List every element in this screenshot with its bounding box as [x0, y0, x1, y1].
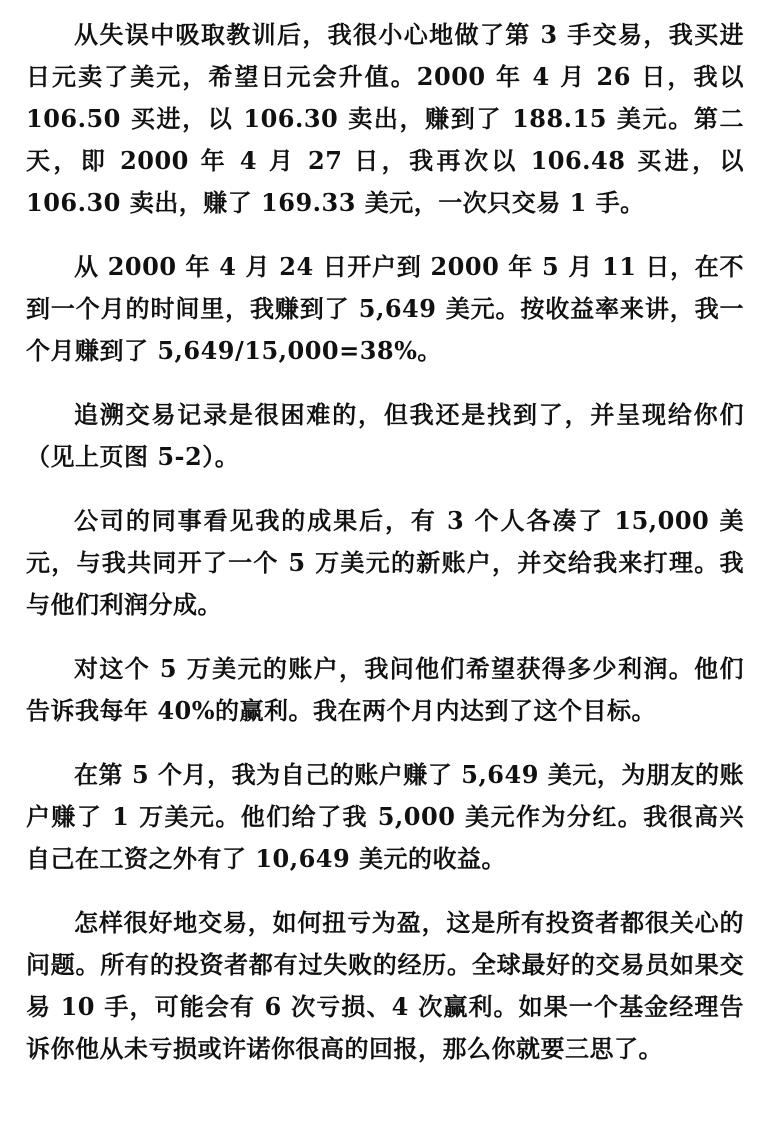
- paragraph-third-trade: 从失误中吸取教训后，我很小心地做了第 3 手交易，我买进日元卖了美元，希望日元会升值。2000 年 4 月 26 日，我以 106.50 买进，以 106.30 卖出，赚到了 188.15 美元。第二天，即 2000 年 4 月 27 日，我再次以 106.48 买进，以 106.30 卖出，赚了 169.33 美元，一次只交易 1 手。: [26, 20, 744, 217]
- paragraph-profit-target: 对这个 5 万美元的账户，我问他们希望获得多少利润。他们告诉我每年 40%的赢利。我在两个月内达到了这个目标。: [26, 654, 744, 725]
- paragraph-shared-account: 公司的同事看见我的成果后，有 3 个人各凑了 15,000 美元，与我共同开了一个 5 万美元的新账户，并交给我来打理。我与他们利润分成。: [26, 506, 744, 619]
- paragraph-trading-advice: 怎样很好地交易，如何扭亏为盈，这是所有投资者都很关心的问题。所有的投资者都有过失败的经历。全球最好的交易员如果交易 10 手，可能会有 6 次亏损、4 次赢利。如果一个基金经理告诉你他从未亏损或许诺你很高的回报，那么你就要三思了。: [26, 908, 744, 1063]
- paragraph-fifth-month: 在第 5 个月，我为自己的账户赚了 5,649 美元，为朋友的账户赚了 1 万美元。他们给了我 5,000 美元作为分红。我很高兴自己在工资之外有了 10,649 美元的收益。: [26, 760, 744, 873]
- paragraph-monthly-earnings: 从 2000 年 4 月 24 日开户到 2000 年 5 月 11 日，在不到一个月的时间里，我赚到了 5,649 美元。按收益率来讲，我一个月赚到了 5,649/15,000=38%。: [26, 252, 744, 365]
- paragraph-trade-records: 追溯交易记录是很困难的，但我还是找到了，并呈现给你们（见上页图 5-2）。: [26, 400, 744, 471]
